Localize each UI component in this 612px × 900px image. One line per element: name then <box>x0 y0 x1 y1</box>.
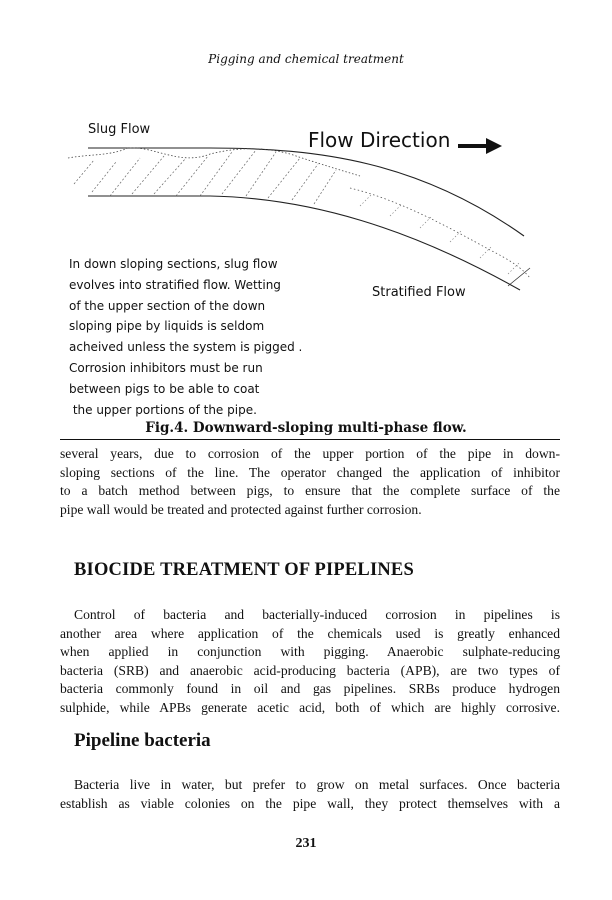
note-line: of the upper section of the down <box>69 298 266 313</box>
figure-caption: Fig.4. Downward-sloping multi-phase flow. <box>145 420 467 436</box>
note-line: acheived unless the system is pigged . <box>69 340 303 355</box>
note-line: evolves into stratified flow. Wetting <box>69 277 281 292</box>
text-line: pipe wall would be treated and protected against further corrosion. <box>60 501 422 517</box>
text-line: establish as viable colonies on the pipe wall, they protect themselves with a <box>60 795 560 811</box>
page-number: 231 <box>295 836 317 851</box>
stratified-liquid-surface <box>350 188 530 278</box>
text-line: another area where application of the chemicals used is greatly enhanced <box>60 625 560 641</box>
section-heading: BIOCIDE TREATMENT OF PIPELINES <box>74 560 414 580</box>
stratified-flow-label: Stratified Flow <box>372 285 466 300</box>
slug-flow-label: Slug Flow <box>88 122 151 137</box>
pipe-upper-wall <box>88 148 524 236</box>
note-line: sloping pipe by liquids is seldom <box>69 319 265 334</box>
flow-direction-label: Flow Direction <box>308 128 451 152</box>
note-line: between pigs to be able to coat <box>69 381 260 396</box>
paragraph-1 <box>60 445 560 519</box>
paragraph-2 <box>60 606 560 718</box>
slug-liquid-surface <box>68 148 360 176</box>
text-line: Bacteria live in water, but prefer to grow on metal surfaces. Once bacteria <box>74 777 560 792</box>
caption-rule <box>60 439 560 440</box>
text-line: bacteria commonly found in oil and gas pipelines. SRBs produce hydrogen <box>60 681 560 697</box>
stratified-hatching <box>360 194 520 274</box>
text-line: bacteria (SRB) and anaerobic acid-producing bacteria (APB), are two types of <box>60 662 560 678</box>
note-line: the upper portions of the pipe. <box>69 402 257 417</box>
text-line: Control of bacteria and bacterially-induced corrosion in pipelines is <box>74 607 560 622</box>
note-line: Corrosion inhibitors must be run <box>69 360 263 375</box>
text-line: sloping sections of the line. The operator changed the application of inhibitor <box>60 464 560 480</box>
text-line: sulphide, while APBs generate acetic acid, both of which are highly corrosive. <box>60 699 560 715</box>
subsection-heading: Pipeline bacteria <box>74 730 211 751</box>
figure-downward-sloping-flow <box>60 118 560 418</box>
paragraph-3 <box>60 776 560 813</box>
note-line: In down sloping sections, slug flow <box>69 257 278 271</box>
text-line: to a batch method between pigs, to ensure that the complete surface of the <box>60 483 560 499</box>
text-line: several years, due to corrosion of the upper portion of the pipe in down- <box>60 446 560 461</box>
right-arrow-icon <box>458 138 502 154</box>
text-line: when applied in conjunction with pigging. Anaerobic sulphate-reducing <box>60 644 560 660</box>
figure-note <box>69 254 369 420</box>
running-head: Pigging and chemical treatment <box>208 52 404 66</box>
